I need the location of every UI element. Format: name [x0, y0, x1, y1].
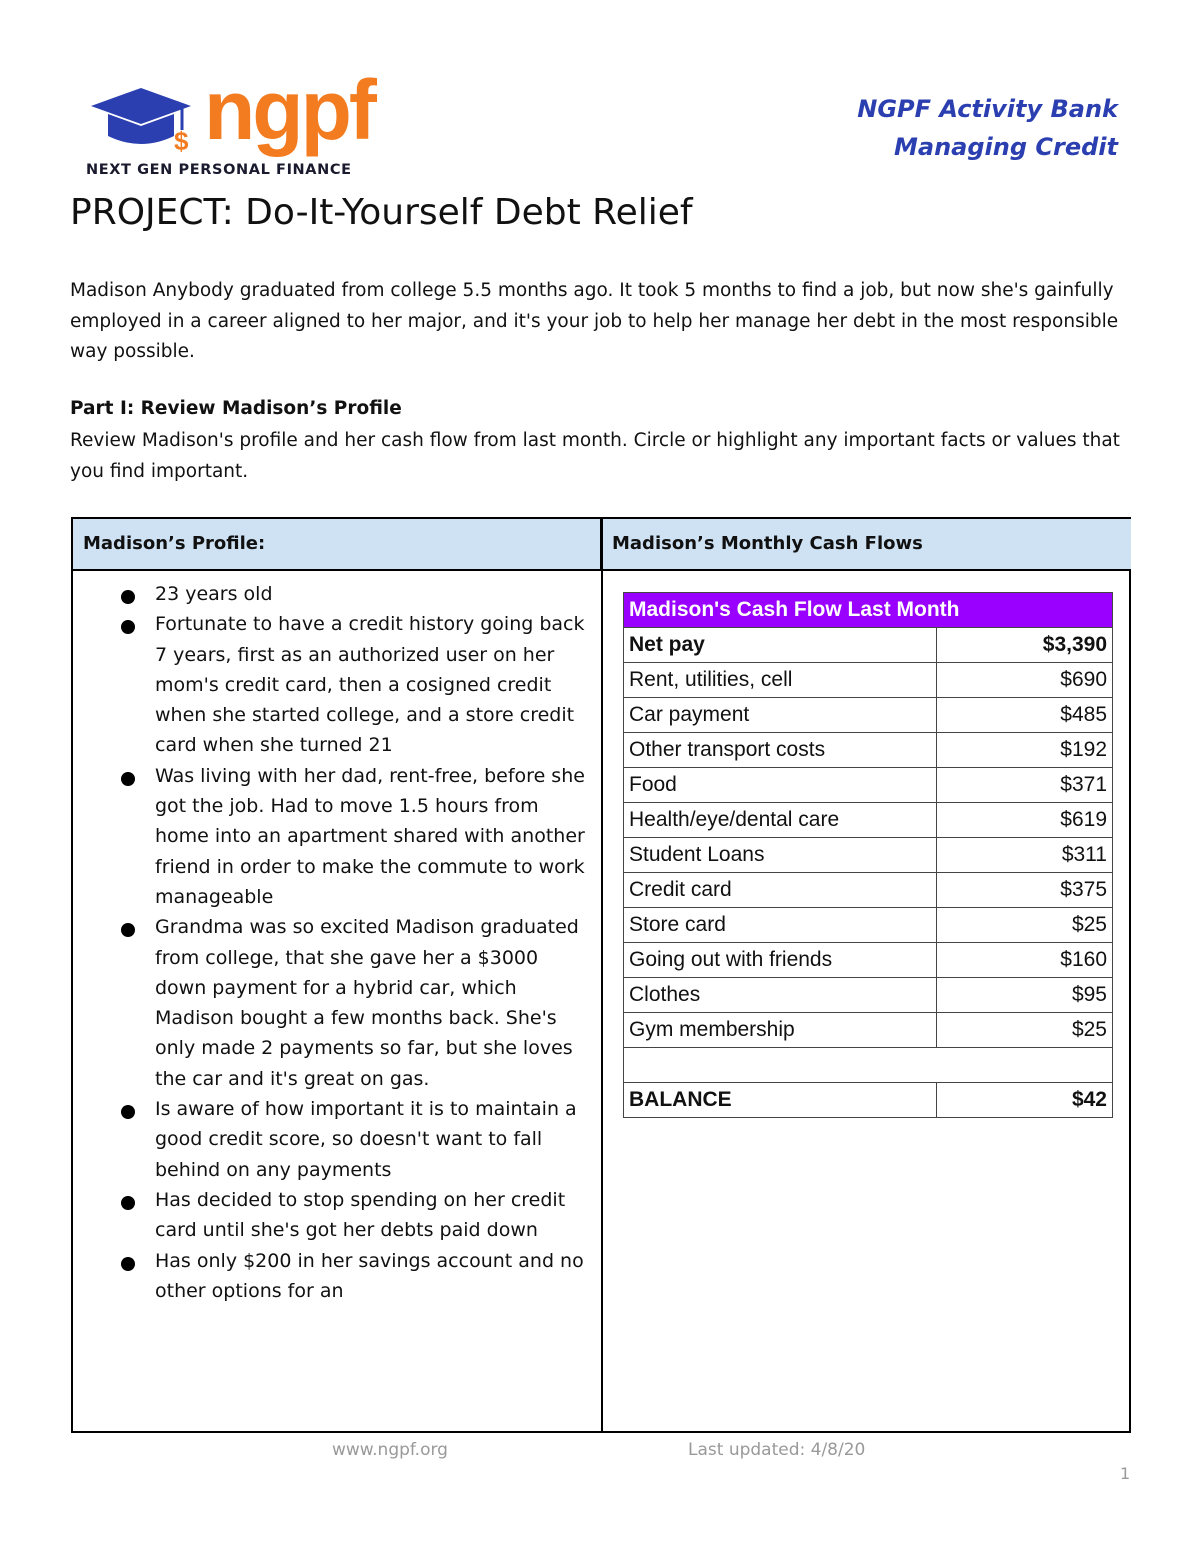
table-row: [624, 873, 1113, 908]
row-label: Student Loans: [624, 838, 937, 873]
logo-wordmark: ngpf: [204, 63, 374, 157]
row-label: Health/eye/dental care: [624, 803, 937, 838]
list-item: Was living with her dad, rent-free, before she got the job. Had to move 1.5 hours from home into an apartment shared with another friend in order to make the commute to work manageable: [113, 761, 593, 912]
row-amount: $485: [937, 698, 1113, 733]
logo-tagline: NEXT GEN PERSONAL FINANCE: [86, 162, 352, 178]
row-label: Clothes: [624, 978, 937, 1013]
cashflow-title: Madison's Cash Flow Last Month: [624, 593, 1113, 628]
row-label: Credit card: [624, 873, 937, 908]
footer-updated: Last updated: 4/8/20: [688, 1440, 866, 1460]
part1-text: Review Madison's profile and her cash flow from last month. Circle or highlight any important facts or values that you find important.: [70, 430, 1120, 482]
list-item: Fortunate to have a credit history going back 7 years, first as an authorized user on her mom's credit card, then a cosigned credit when she started college, and a store credit card when she turned 21: [113, 609, 593, 760]
balance-row: [624, 1083, 1113, 1118]
table-row: [624, 768, 1113, 803]
header-block: [857, 90, 1118, 166]
list-item: Is aware of how important it is to maintain a good credit score, so doesn't want to fall behind on any payments: [113, 1094, 593, 1185]
row-amount: $311: [937, 838, 1113, 873]
table-row: [624, 943, 1113, 978]
header-line2: Managing Credit: [894, 133, 1118, 161]
row-amount: $371: [937, 768, 1113, 803]
row-label: Gym membership: [624, 1013, 937, 1048]
empty-row: [624, 1048, 1113, 1083]
page-title: PROJECT: Do-It-Yourself Debt Relief: [70, 192, 693, 233]
intro-paragraph: Madison Anybody graduated from college 5.5 months ago. It took 5 months to find a job, but now she's gainfully employed in a career aligned to her major, and it's your job to help her manage her debt in the most responsible way possible.: [70, 280, 1119, 362]
list-item: Grandma was so excited Madison graduated from college, that she gave her a $3000 down payment for a hybrid car, which Madison bought a few months back. She's only made 2 payments so far, but she loves the car and it's great on gas.: [113, 912, 593, 1094]
balance-label: BALANCE: [624, 1083, 937, 1118]
list-item: 23 years old: [113, 579, 593, 609]
svg-text:$: $: [174, 126, 189, 156]
table-row: [624, 908, 1113, 943]
balance-amount: $42: [937, 1083, 1113, 1118]
row-label: Going out with friends: [624, 943, 937, 978]
table-row: [624, 698, 1113, 733]
table-row: [624, 838, 1113, 873]
table-row: [624, 803, 1113, 838]
row-amount: $375: [937, 873, 1113, 908]
part1-heading: Part I: Review Madison’s Profile: [70, 398, 402, 419]
list-item: Has decided to stop spending on her credit card until she's got her debts paid down: [113, 1185, 593, 1246]
column-divider: [601, 519, 603, 1431]
profile-header: Madison’s Profile:: [73, 519, 602, 571]
row-amount: $25: [937, 1013, 1113, 1048]
row-amount: $619: [937, 803, 1113, 838]
empty-cell: [624, 1048, 1113, 1083]
ngpf-logo: [86, 63, 386, 184]
row-label: Net pay: [624, 628, 937, 663]
row-label: Store card: [624, 908, 937, 943]
row-amount: $192: [937, 733, 1113, 768]
table-row: [624, 628, 1113, 663]
cashflow-table: [623, 592, 1113, 1118]
profile-table: [71, 517, 1131, 1433]
table-row: [624, 978, 1113, 1013]
row-amount: $3,390: [937, 628, 1113, 663]
table-row: [624, 733, 1113, 768]
list-item: Has only $200 in her savings account and no other options for an: [113, 1246, 593, 1307]
row-label: Other transport costs: [624, 733, 937, 768]
row-label: Food: [624, 768, 937, 803]
header-line1: NGPF Activity Bank: [857, 95, 1118, 123]
row-label: Car payment: [624, 698, 937, 733]
table-row: [624, 663, 1113, 698]
footer-url[interactable]: www.ngpf.org: [332, 1440, 448, 1460]
row-amount: $690: [937, 663, 1113, 698]
cashflow-header: Madison’s Monthly Cash Flows: [602, 519, 1131, 571]
row-amount: $160: [937, 943, 1113, 978]
profile-list: [113, 579, 593, 1306]
page-number: 1: [1120, 1464, 1131, 1483]
row-amount: $25: [937, 908, 1113, 943]
graduation-cap-icon: [86, 84, 196, 164]
table-row: [624, 1013, 1113, 1048]
row-label: Rent, utilities, cell: [624, 663, 937, 698]
row-amount: $95: [937, 978, 1113, 1013]
